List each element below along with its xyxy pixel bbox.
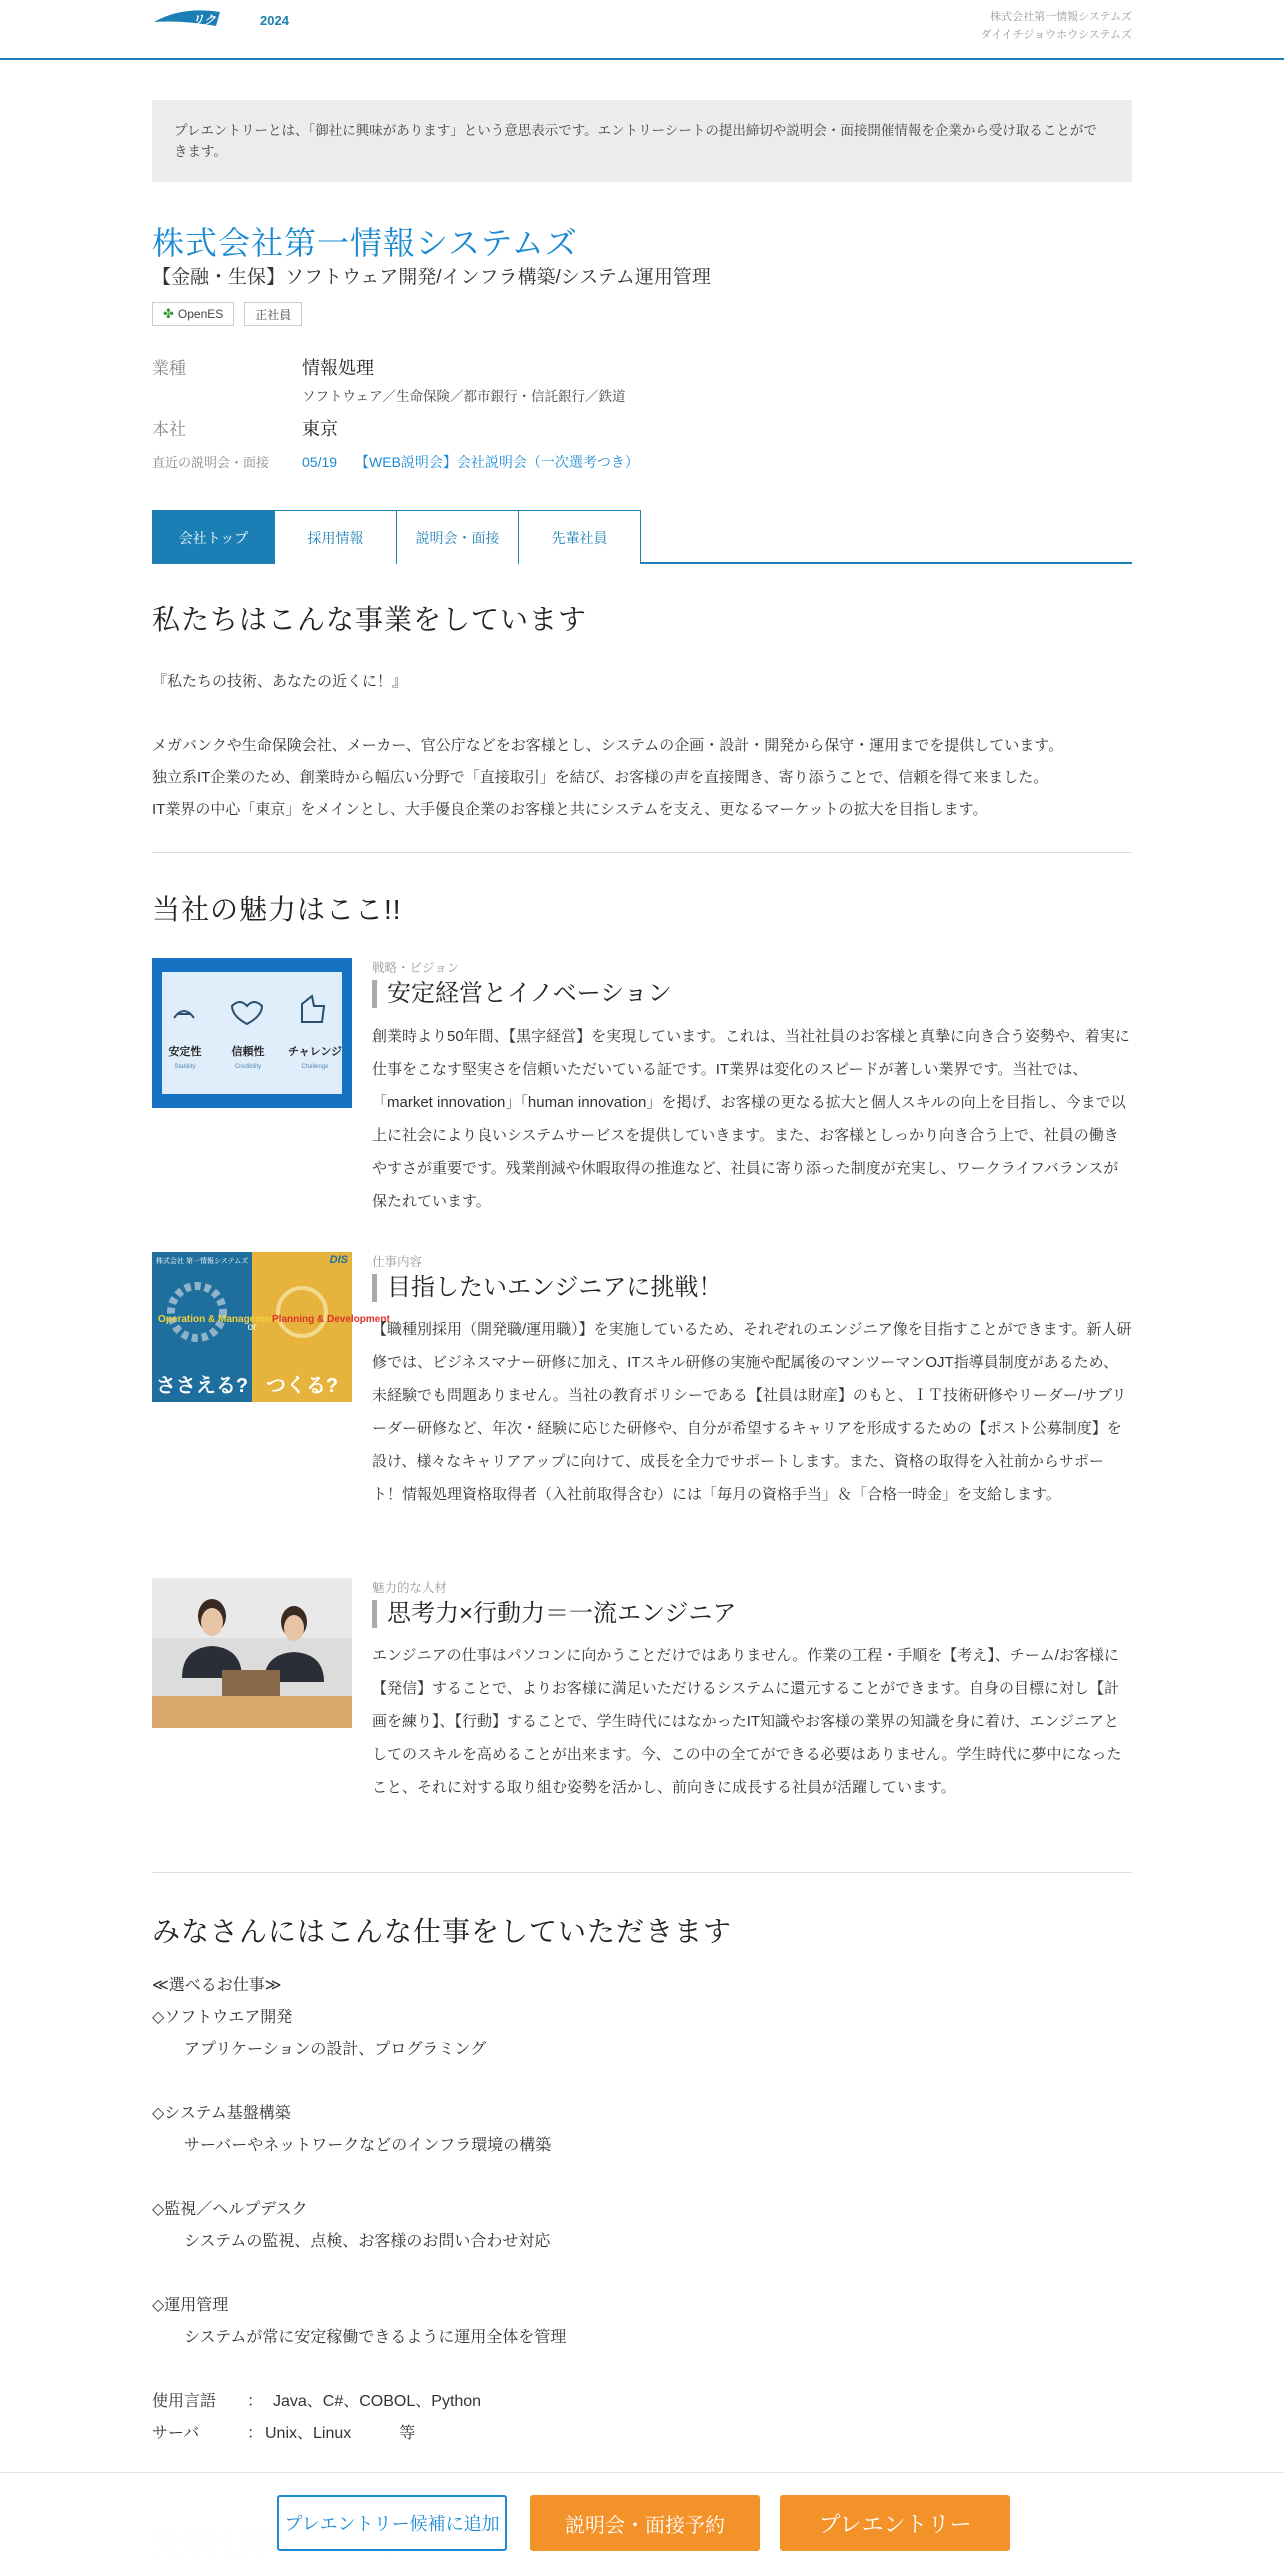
job-desc: システムが常に安定稼働できるように運用全体を管理 [184,2329,567,2346]
industry-row [152,354,374,380]
feature-category: 魅力的な人材 [372,1581,448,1595]
servers-value: Unix、Linux 等 [265,2425,416,2442]
seminar-title: 【WEB説明会】会社説明会（一次選考つき） [355,454,639,470]
pre-entry-notice: プレエントリーとは、「御社に興味があります」という意思表示です。エントリーシートの提出締切や説明会・面接開催情報を企業から受け取ることができます。 [152,100,1132,182]
employment-type-tag [244,302,302,326]
feature-body: 【職種別採用（開発職/運用職）】を実施しているため、それぞれのエンジニア像を目指すことができます。新人研修では、ビジネスマナー研修に加え、ITスキル研修の実施や配属後のマンツーマンOJT指導員制度があるため、未経験でも問題ありません。当社の教育ポリシーである【社員は財産】のもと、ＩＴ技術研修やリーダー/サブリーダー研修など、年次・経験に応じた研修や、自分が希望するキャリアを形成するための【ポスト公募制度】を設け、様々なキャリアアップに向けて、成長を全力でサポートします。また、資格の取得を入社前からサポート！情報処理資格取得者（入社前取得含む）には「毎月の資格手当」＆「合格一時金」を支給します。 [372,1321,1132,1503]
job-title: ◇運用管理 [152,2297,229,2314]
feature-category: 戦略・ビジョン [372,961,460,975]
image-company-label: 株式会社 第一情報システムズ [156,1258,249,1265]
feature-body: 創業時より50年間、【黒字経営】を実現しています。これは、当社社員のお客様と真摯に向き合う姿勢や、着実に仕事をこなす堅実さを信頼いただいている証です。IT業界は変化のスピードが著しい業界です。当社では、「market innovation」「human innovation」を掲げ、お客様の更なる拡大と個人スキルの向上を目指し、今まで以上に社会により良いシステムサービスを提供していきます。また、お客様としっかり向き合う上で、社員の働きやすさが重要です。残業削減や休暇取得の推進など、社員に寄り添った制度が充実し、ワークライフバランスが保たれています。 [372,1028,1130,1210]
seminar-date: 05/19 [302,454,338,470]
employment-type-label: 正社員 [255,307,292,322]
stability-label: 安定性 [168,1046,202,1058]
image-operation-label: Operation & Management [158,1314,280,1325]
servers-label: サーバ [152,2425,200,2442]
image-support-label: ささえる? [155,1375,249,1397]
jobs-list [152,1970,1132,2450]
section-divider [152,1872,1132,1873]
company-name: 株式会社第一情報システムズ [152,225,578,261]
header-company-kana: ダイイチジョウホウシステムズ [980,29,1132,41]
job-desc: システムの監視、点検、お客様のお問い合わせ対応 [184,2233,551,2250]
business-heading: 私たちはこんな事業をしています [152,604,588,635]
svg-text:2024: 2024 [260,13,289,28]
image-build-label: つくる? [265,1375,339,1397]
site-header [0,0,1284,60]
seminar-link[interactable] [302,452,639,472]
job-desc: サーバーやネットワークなどのインフラ環境の構築 [184,2137,552,2154]
challenge-label: チャレンジ [287,1046,343,1058]
rikunabi-logo[interactable] [152,6,302,30]
seminar-row [152,452,639,472]
engineer-type-image [152,1252,390,1402]
company-subtitle: 【金融・生保】ソフトウェア開発/インフラ構築/システム運用管理 [152,267,711,288]
image-planning-label: Planning & Development [272,1314,390,1325]
seminar-label: 直近の説明会・面接 [152,455,270,470]
jobs-heading: みなさんにはこんな仕事をしていただきます [152,1916,733,1947]
feature-body: エンジニアの仕事はパソコンに向かうことだけではありません。作業の工程・手順を【考え】、チーム/お客様に【発信】することで、よりお客様に満足いただけるシステムに還元することができます。自身の目標に対し【計画を練り】、【行動】することで、学生時代にはなかったIT知識やお客様の業界の知識を身に着け、エンジニアとしてのスキルを高めることが出来ます。今、この中の全てができる必要はありません。学生時代に夢中になったこと、それに対する取り組む姿勢を活かし、前向きに成長する社員が活躍しています。 [372,1647,1122,1796]
industry-label: 業種 [152,359,186,378]
header-company [980,8,1132,44]
image-dis-label: DIS [329,1254,348,1266]
tab-recruitment[interactable]: 採用情報 [274,510,397,564]
action-bar [0,2472,1284,2568]
feature-title: 目指したいエンジニアに挑戦！ [372,1274,722,1302]
business-line: 独立系IT企業のため、創業時から幅広い分野で「直接取引」を結び、お客様の声を直接聞き、寄り添うことで、信頼を得て来ました。 [152,769,1049,786]
tab-employees[interactable]: 先輩社員 [518,510,641,564]
seminar-reservation-button[interactable]: 説明会・面接予約 [530,2495,760,2551]
pre-entry-button[interactable]: プレエントリー [780,2495,1010,2551]
job-title: ◇ソフトウエア開発 [152,2009,293,2026]
job-desc: アプリケーションの設計、プログラミング [184,2041,487,2058]
tab-company-top[interactable]: 会社トップ [152,510,275,564]
languages-value: Java、C#、COBOL、Python [273,2393,482,2410]
credibility-en-label: Credibility [234,1064,262,1070]
languages-label: 使用言語 [152,2393,217,2410]
business-tagline: 『私たちの技術、あなたの近くに！』 [152,673,408,690]
stability-image [152,958,352,1108]
header-company-name: 株式会社第一情報システムズ [990,11,1132,23]
appeal-heading: 当社の魅力はここ!! [152,894,402,925]
feature-category: 仕事内容 [372,1255,423,1269]
job-title: ◇監視／ヘルプデスク [152,2201,308,2218]
feature-title: 安定経営とイノベーション [372,980,672,1008]
add-pre-entry-candidate-button[interactable]: プレエントリー候補に追加 [277,2495,507,2551]
languages-row: 使用言語 ： Java、C#、COBOL、Python [152,2386,1132,2418]
svg-text:リクナビ: リクナビ [192,13,240,27]
hq-value: 東京 [302,419,338,439]
business-line: メガバンクや生命保険会社、メーカー、官公庁などをお客様とし、システムの企画・設計・開発から保守・運用までを提供しています。 [152,737,1064,754]
credibility-label: 信頼性 [231,1046,265,1058]
openes-label: OpenES [177,307,224,321]
business-line: IT業界の中心「東京」をメインとし、大手優良企業のお客様と共にシステムを支え、更なるマーケットの拡大を目指します。 [152,801,988,818]
tab-seminar[interactable]: 説明会・面接 [396,510,519,564]
company-tags [152,302,302,326]
jobs-intro: ≪選べるお仕事≫ [152,1977,282,1994]
openes-tag [152,302,234,326]
stability-en-label: Stability [174,1064,196,1070]
engineers-photo [152,1578,352,1728]
section-divider [152,852,1132,853]
industry-sub: ソフトウェア／生命保険／都市銀行・信託銀行／鉄道 [302,389,626,404]
feature-title: 思考力×行動力＝一流エンジニア [372,1600,736,1628]
business-description [152,730,1132,826]
hq-label: 本社 [152,420,186,439]
industry-value: 情報処理 [302,358,374,378]
company-tabs [152,510,1132,564]
image-or-label: or [247,1322,257,1333]
clover-icon: ✤ [163,306,174,321]
servers-row: サーバ ： Unix、Linux 等 [152,2418,1132,2450]
job-title: ◇システム基盤構築 [152,2105,291,2122]
hq-row [152,415,338,441]
challenge-en-label: Challenge [301,1064,329,1070]
